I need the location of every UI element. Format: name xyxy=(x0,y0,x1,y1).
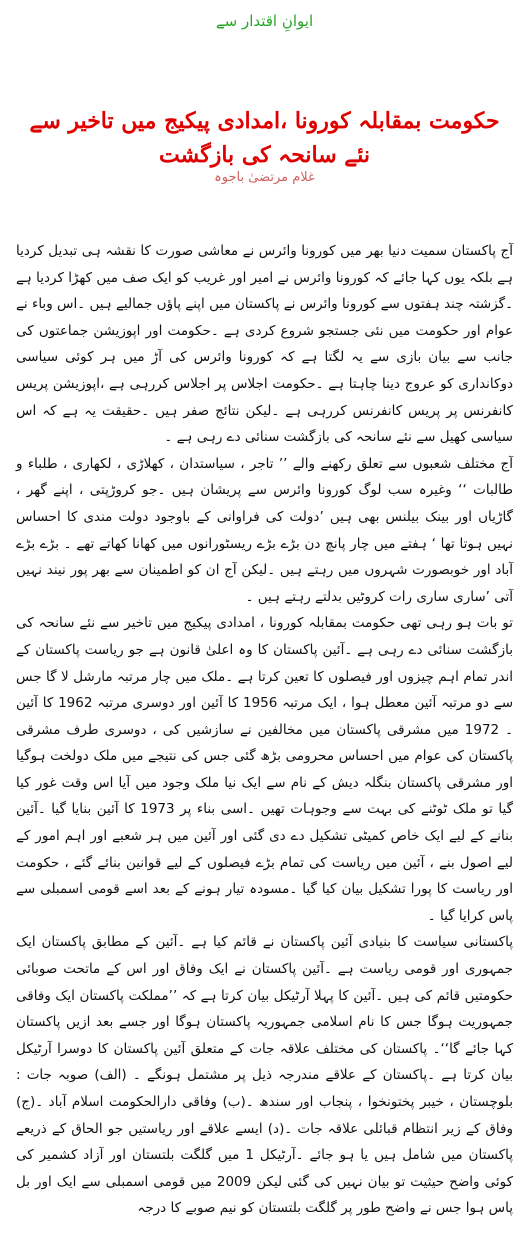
article-headline: حکومت بمقابلہ کورونا ،امدادی پیکیج میں تاخیر سے نئے سانحہ کی بازگشت xyxy=(29,108,500,168)
article-paragraph-4: پاکستانی سیاست کا بنیادی آئین پاکستان نے قائم کیا ہے ۔آئین کے مطابق پاکستان ایک جمہوری اور قومی ریاست ہے ۔آئین پاکستان نے ایک وفاق اور اس کے ماتحت صوبائی حکومتیں قائم کی ہیں ۔آئین کا پہلا آرٹیکل بیان کرتا ہے کہ ’’مملکت پاکستان ایک وفاقی جمہوریت ہوگا جس کا نام اسلامی جمہوریہ پاکستان ہوگا اور جسے بعد ازیں پاکستان کہا جائے گا‘‘۔ پاکستان کی مختلف علاقہ جات کے متعلق آئین پاکستان کا دوسرا آرٹیکل بیان کرتا ہے ۔پاکستان کے علاقے مندرجہ ذیل پر مشتمل ہونگے ۔ (الف) صوبہ جات : بلوچستان ، خیبر پختونخوا ، پنجاب اور سندھ ۔(ب) وفاقی دارالحکومت اسلام آباد ۔(ج) وفاق کے زیر انتظام قبائلی علاقہ جات ۔(د) ایسے علاقے اور ریاستیں جو الحاق کے ذریعے پاکستان میں شامل ہیں یا ہو جائے ۔آرٹیکل 1 میں گلگت بلتستان اور آزاد کشمیر کی کوئی واضح حیثیت تو بیان نہیں کی گئی لیکن 2009 میں قومی اسمبلی سے ایک اور بل پاس ہوا جس نے واضح طور پر گلگت بلتستان کو نیم صوبے کا درجہ xyxy=(16,934,514,1217)
article-paragraph-2: آج مختلف شعبوں سے تعلق رکھنے والے ’’ تاجر ، سیاستدان ، کھلاڑی ، لکھاری ، طلباء و طالبات ‘‘ وغیرہ سب لوگ کورونا وائرس سے پریشان ہیں ۔جو کروڑپتی ، اپنے گھر ، گاڑیاں اور بینک بیلنس بھی ہیں ’دولت کی فراوانی کے باوجود دولت مندی کا احساس نہیں ہوتا تھا ‘ ہفتے میں چار پانچ دن بڑے بڑے ریسٹورانوں میں کھانا کھاتے تھے ۔ بڑے بڑے آباد اور خوبصورت شہروں میں رہتے ہیں ۔لیکن آج ان کو اطمینان سے بھر پور نیند نہیں آتی ’ساری ساری رات کروٹیں بدلتے رہتے ہیں ۔ xyxy=(16,455,513,605)
article-paragraph-1: آج پاکستان سمیت دنیا بھر میں کورونا وائرس نے معاشی صورت کا نقشہ ہی تبدیل کردیا ہے بلکہ یوں کہا جائے کہ کورونا وائرس نے امیر اور غریب کو ایک صف میں کھڑا کردیا ہے ۔گزشتہ چند ہفتوں سے کورونا وائرس نے پاکستان میں اپنے پاؤں جمالیے ہیں ۔اس وباء نے عوام اور حکومت میں نئی جستجو شروع کردی ہے ۔حکومت اور اپوزیشن جماعتوں کی جانب سے بیان بازی سے یہ لگتا ہے کہ کورونا وائرس کی آڑ میں ہر کوئی سیاسی دوکانداری کو عروج دینا چاہتا ہے ۔حکومت اجلاس پر اجلاس کررہی ہے ،اپوزیشن پریس کانفرنس پر پریس کانفرنس کررہی ہے ۔لیکن نتائج صفر ہیں ۔حقیقت یہ ہے کہ اس سیاسی کھیل سے نئے سانحہ کی بازگشت سنائی دے رہی ہے ۔ xyxy=(16,243,513,446)
section-title: ایوانِ اقتدار سے xyxy=(215,12,314,30)
author-byline: غلام مرتضیٰ باجوہ xyxy=(214,170,315,185)
article-paragraph-3: تو بات ہو رہی تھی حکومت بمقابلہ کورونا ، امدادی پیکیج میں تاخیر سے نئے سانحہ کی بازگشت سنائی دے رہی ہے ۔آئین پاکستان کا وہ اعلیٰ قانون ہے جو ریاست پاکستان کے اندر تمام اہم چیزوں اور فیصلوں کا تعین کرتا ہے ۔ملک میں چار مرتبہ مارشل لا گا جس سے دو مرتبہ آئین معطل ہوا ، ایک مرتبہ 1956 کا آئین اور دوسری مرتبہ 1962 کا آئین ۔ 1972 میں مشرقی پاکستان میں مخالفین نے سازشیں کی ، دوسری طرف مشرقی پاکستان کی عوام میں احساس محرومی بڑھ گئی جس کی نتیجے میں ملک دولخت ہوگیا اور مشرقی پاکستان بنگلہ دیش کے نام سے ایک نیا ملک وجود میں آیا اس وقت غور کیا گیا تو ملک ٹوٹنے کی بہت سے وجوہات تھیں ۔اسی بناء پر 1973 کا آئین بنایا گیا ۔آئین بنانے کے لیے ایک خاص کمیٹی تشکیل دے دی گئی اور آئین میں ہر شعبے اور اہم امور کے لیے اصول بنے ، آئین میں ریاست کی تمام بڑے فیصلوں کے لیے قوانین بنائے گئے ، حکومت اور ریاست کا پورا تشکیل بیان کیا گیا ۔مسودہ تیار ہونے کے بعد اسے قومی اسمبلی سے پاس کرایا گیا ۔ xyxy=(16,615,514,924)
article-body xyxy=(16,238,513,1222)
